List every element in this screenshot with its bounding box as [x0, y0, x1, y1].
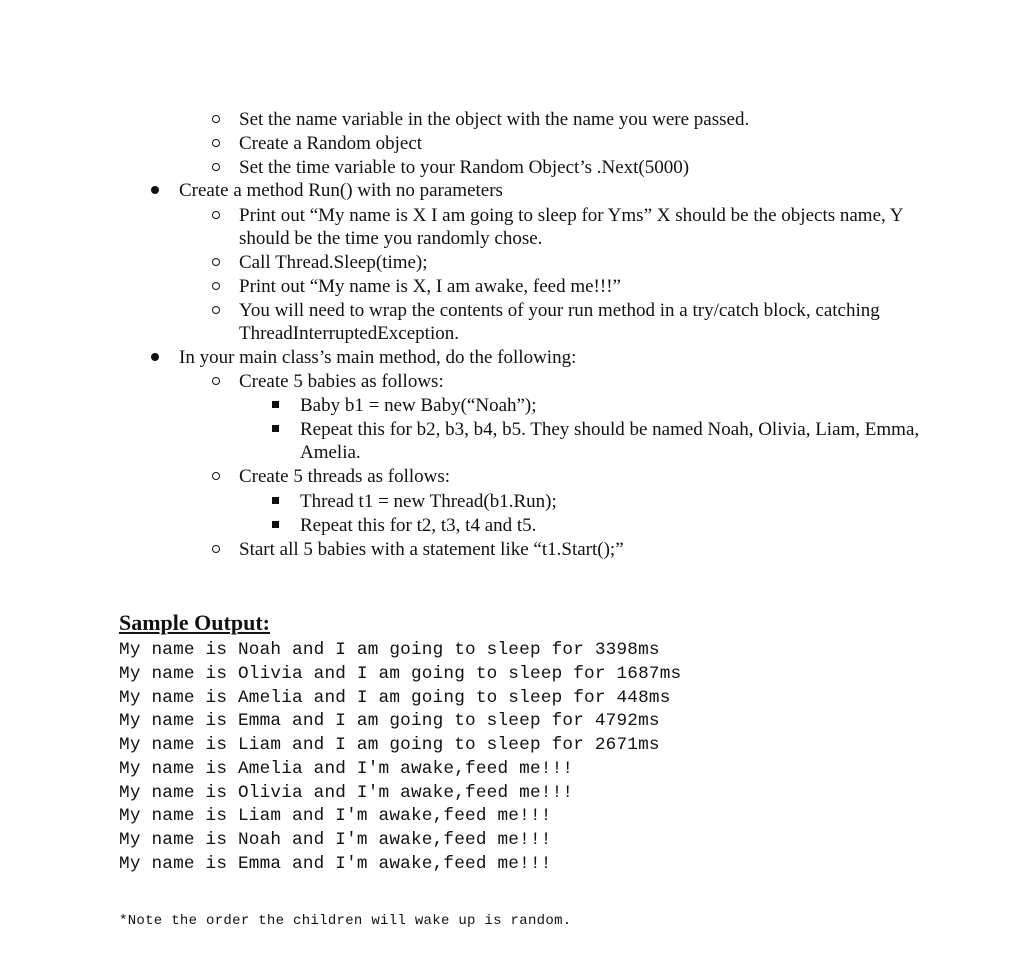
list-item: Print out “My name is X, I am awake, feed me!!!” [239, 276, 621, 297]
hollow-circle-bullet-icon [212, 377, 220, 385]
output-line: My name is Noah and I am going to sleep for 3398ms [119, 640, 660, 660]
list-item-continuation: Amelia. [300, 442, 361, 463]
output-line: My name is Liam and I'm awake,feed me!!! [119, 806, 552, 826]
output-line: My name is Emma and I'm awake,feed me!!! [119, 854, 552, 874]
list-item: Thread t1 = new Thread(b1.Run); [300, 491, 557, 512]
hollow-circle-bullet-icon [212, 472, 220, 480]
list-item: Create a Random object [239, 133, 423, 154]
hollow-circle-bullet-icon [212, 306, 220, 314]
output-line: My name is Olivia and I am going to sleep for 1687ms [119, 664, 682, 684]
hollow-circle-bullet-icon [212, 258, 220, 266]
hollow-circle-bullet-icon [212, 115, 220, 123]
list-item-continuation: ThreadInterruptedException. [239, 323, 459, 344]
list-item: Create 5 threads as follows: [239, 466, 451, 487]
hollow-circle-bullet-icon [212, 282, 220, 290]
hollow-circle-bullet-icon [212, 139, 220, 147]
output-line: My name is Amelia and I am going to sleep for 448ms [119, 688, 671, 708]
hollow-circle-bullet-icon [212, 545, 220, 553]
output-line: My name is Amelia and I'm awake,feed me!!! [119, 759, 574, 779]
square-bullet-icon [272, 521, 279, 528]
list-item: Create 5 babies as follows: [239, 371, 444, 392]
list-item: You will need to wrap the contents of your run method in a try/catch block, catching [239, 300, 880, 321]
output-line: My name is Liam and I am going to sleep for 2671ms [119, 735, 660, 755]
hollow-circle-bullet-icon [212, 211, 220, 219]
hollow-circle-bullet-icon [212, 163, 220, 171]
output-line: My name is Olivia and I'm awake,feed me!!! [119, 783, 574, 803]
list-item: Baby b1 = new Baby(“Noah”); [300, 395, 537, 416]
list-item: Create a method Run() with no parameters [179, 180, 503, 201]
filled-disc-bullet-icon [151, 186, 159, 194]
list-item: In your main class’s main method, do the following: [179, 347, 577, 368]
list-item: Set the time variable to your Random Object’s .Next(5000) [239, 157, 690, 178]
list-item: Start all 5 babies with a statement like “t1.Start();” [239, 539, 624, 560]
list-item: Repeat this for b2, b3, b4, b5. They should be named Noah, Olivia, Liam, Emma, [300, 419, 920, 440]
list-item: Call Thread.Sleep(time); [239, 252, 428, 273]
square-bullet-icon [272, 497, 279, 504]
filled-disc-bullet-icon [151, 353, 159, 361]
square-bullet-icon [272, 425, 279, 432]
list-item-continuation: should be the time you randomly chose. [239, 228, 543, 249]
output-line: My name is Noah and I'm awake,feed me!!! [119, 830, 552, 850]
square-bullet-icon [272, 401, 279, 408]
sample-output-heading: Sample Output: [119, 610, 270, 635]
list-item: Print out “My name is X I am going to sleep for Yms” X should be the objects name, Y [239, 205, 904, 226]
output-line: My name is Emma and I am going to sleep for 4792ms [119, 711, 660, 731]
list-item: Set the name variable in the object with the name you were passed. [239, 109, 750, 130]
random-order-note: *Note the order the children will wake up is random. [119, 913, 572, 929]
list-item: Repeat this for t2, t3, t4 and t5. [300, 515, 537, 536]
